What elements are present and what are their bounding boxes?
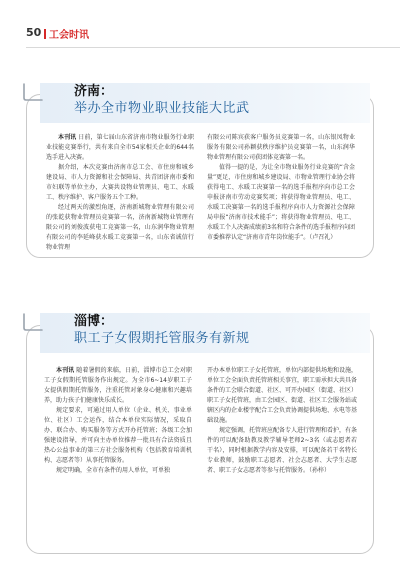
header-divider — [26, 47, 400, 48]
article-paragraph: 经过两天的激烈角逐，济南新城物业管理有限公司的张乾获物业管理员竞赛第一名，济南新城物业管理有限公司的刘俊波获电工竞赛第一名，山东润华物业管理有限公司的李延峰获水暖工竞赛第一名，山东省诚信行物业管理 — [46, 204, 194, 251]
article-byline: 本刊讯 — [56, 367, 75, 374]
article-paragraph: 有限公司陈宾获客户服务员竞赛第一名，山东银凤物业服务有限公司孙颖获秩序维护员竞赛第一名，山东润华物业管理有限公司获团体竞赛第一名。 — [207, 134, 355, 161]
article-banner-zibo — [40, 313, 370, 353]
article-paragraph: 规定要求，可通过用人单位（企业、机关、事业单位、社区）工会运作，结合本单位实际情况，采取自办、联合办、购买服务等方式开办托管班；各级工会加强建设指导，并可向主办单位推荐一批具有合法资质且热心公益事业的第三方社会服务机构（包括教育培训机构、志愿者等）从事托管服务。 — [44, 407, 192, 464]
article-column-right — [207, 366, 357, 476]
article-paragraph — [44, 366, 192, 406]
article-paragraph: 规定明确，全市有条件的用人单位，可单独 — [56, 467, 171, 474]
section-title-text: 工会时讯 — [49, 30, 89, 41]
article-byline: 本刊讯 — [58, 134, 77, 141]
article-column-left — [46, 133, 194, 253]
section-marker — [44, 29, 46, 39]
corner-hook-icon — [22, 80, 44, 102]
article-headline: 职工子女假期托管服务有新规 — [74, 331, 250, 346]
article-banner-jinan — [40, 83, 370, 123]
article-paragraph: 据介绍，本次竞赛由济南市总工会、市住房和城乡建设局、市人力资源和社会保障局、共青团济南市委和市妇联等单位主办，大赛共设物业管理员、电工、水暖工、秩序维护、客户服务五个工种。 — [46, 164, 194, 201]
paragraph-text: 日前，第七届山东省济南市物业服务行业职业技能竞赛举行，共有来自全市54家相关企业的644名选手进入决赛。 — [46, 134, 194, 161]
article-column-left — [44, 366, 192, 476]
article-paragraph: 值得一提的是，为让全市物业服务行业竞赛的“含金量”更足，市住房和城乡建设局、市物业管理行业协会将获得电工、水暖工决赛第一名的选手报程序向市总工会申报济南市劳动竞赛奖项；将获得物业管理员、电工、水暖工决赛第一名的选手报程序向市人力资源社会保障局申报“济南市技术能手”；将获得物业管理员、电工、水暖工个人决赛成绩前3名和符合条件的选手报程序向团市委推荐认定“济南市青年岗位能手”。（卢召礼） — [207, 164, 355, 241]
section-title — [44, 26, 89, 41]
paragraph-text: 随着暑假的来临，日前，淄博市总工会对职工子女假期托管服务作出规定。为全市6~14岁职工子女提供假期托管服务，注重托管对象身心健康和兴趣培养，助力孩子们健康快乐成长。 — [44, 367, 192, 404]
article-column-right — [207, 133, 355, 243]
article-paragraph: 开办本单位职工子女托管班，单位内部提供场地和设施，单位工会全面负责托管班相关事宜，职工需承担大共具备条件的工会联合街道、社区、可开办园区（街道、社区）职工子女托管班，由工会园区、街道、社区工会服务站或辖区内的企业楼宇配合工会负责协调提供场地、水电等基础设施。 — [207, 367, 358, 424]
article-city: 淄博： — [74, 314, 114, 329]
article-headline: 举办全市物业职业技能大比武 — [74, 101, 250, 116]
article-paragraph — [46, 133, 194, 163]
page-number: 50 — [26, 26, 42, 39]
article-paragraph: 规定强调，托管班应配备专人进行管理和看护，有条件的可以配备助教及教学辅导老师2~3名（或志愿者若干名），同时根据教学内容及安排，可以配备若干名特长专业教师，鼓励职工志愿者、社会志愿者、大学生志愿者、职工子女志愿者等参与托管服务。（孙梓） — [207, 427, 358, 474]
article-city: 济南： — [74, 84, 114, 99]
corner-hook-icon — [22, 310, 44, 332]
